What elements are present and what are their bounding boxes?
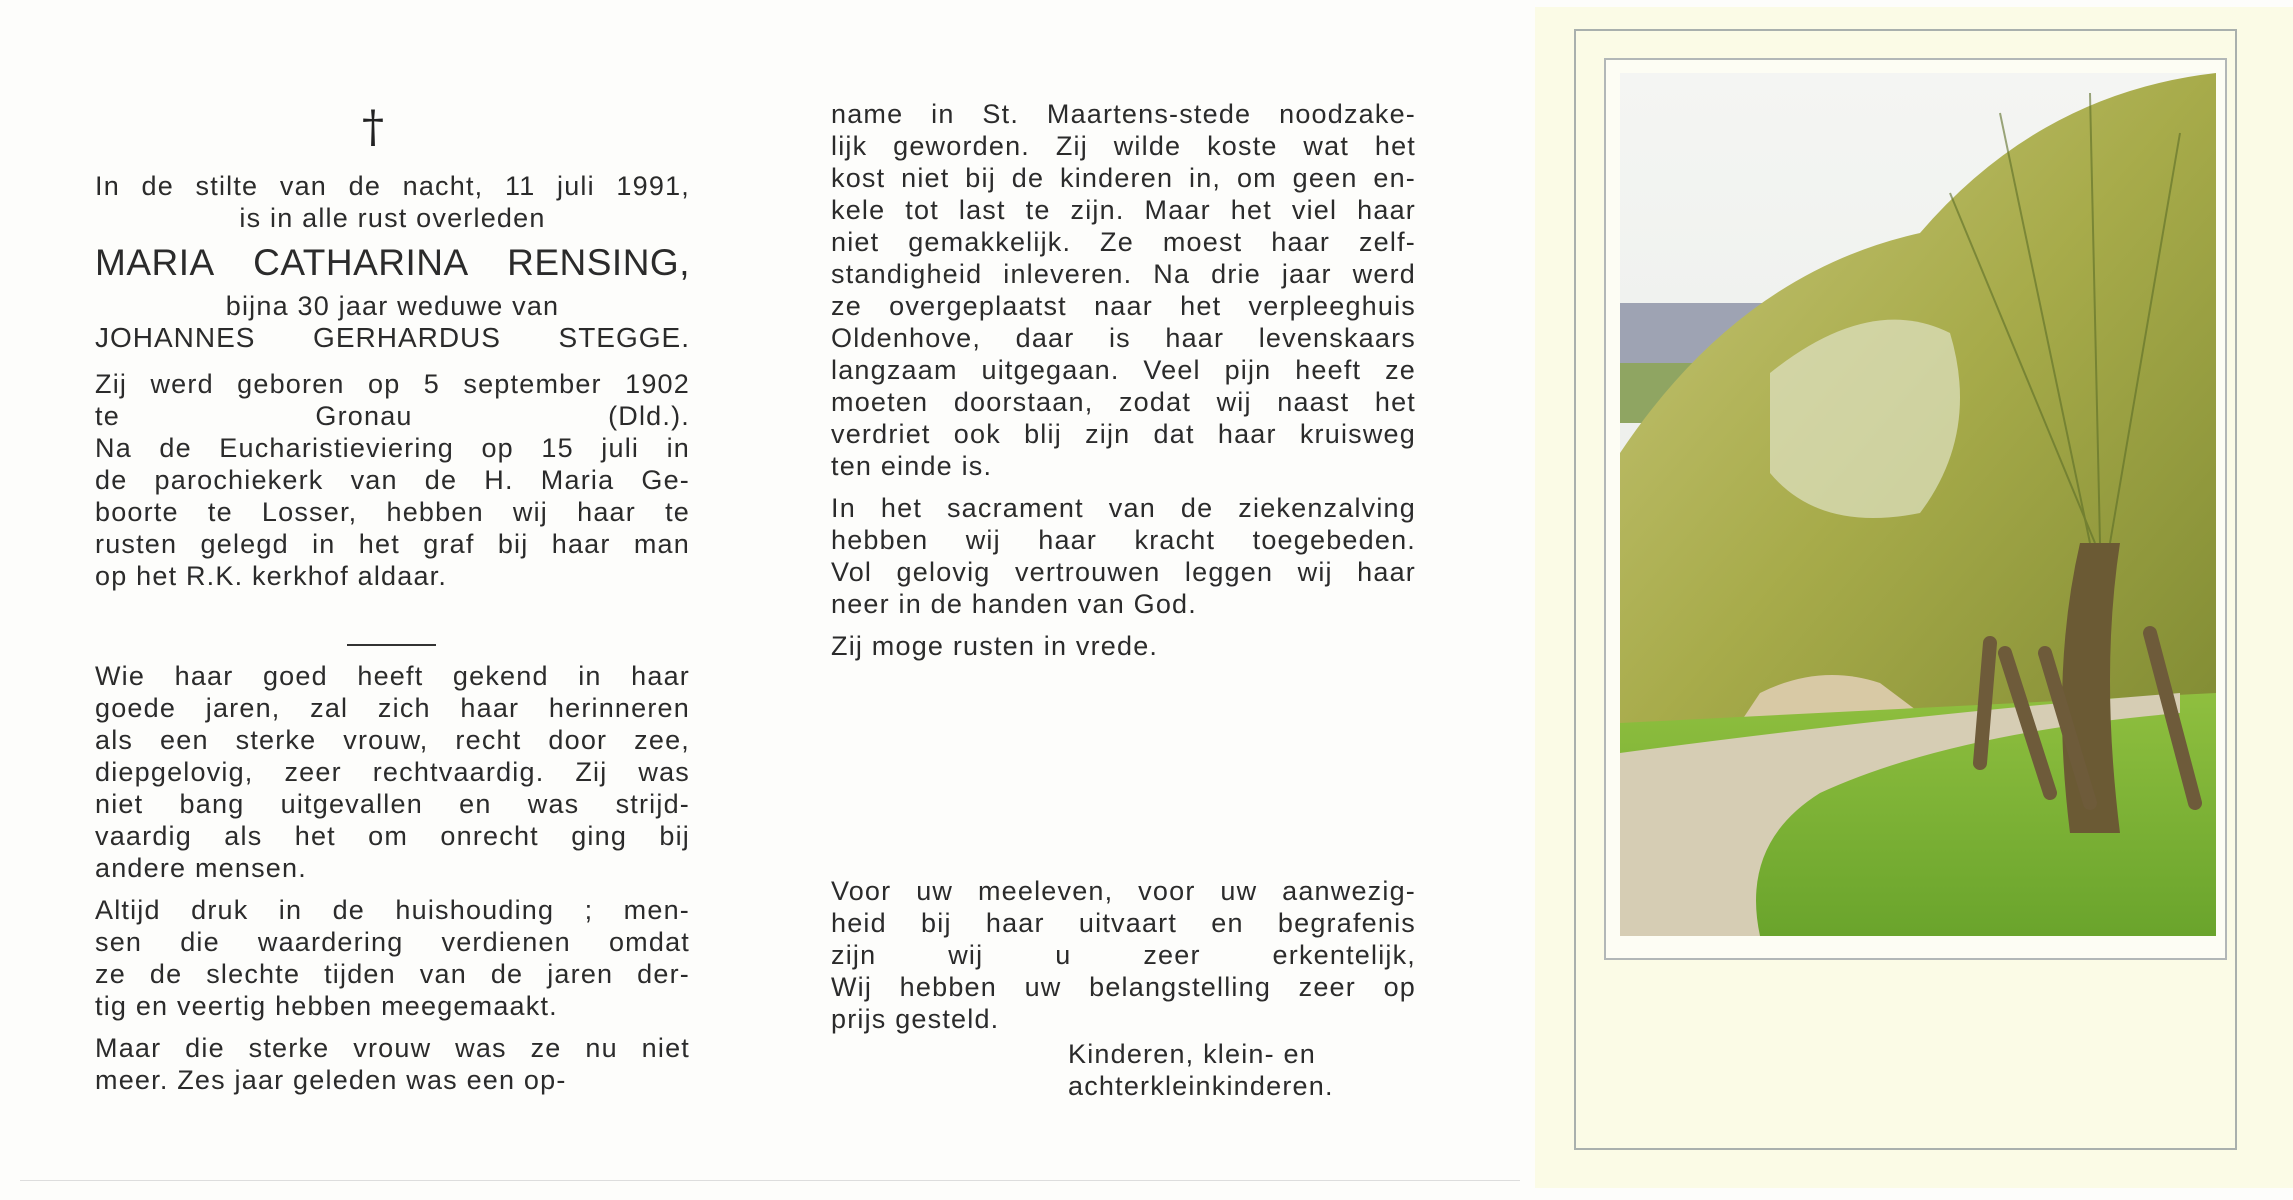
widow-line: bijna 30 jaar weduwe van bbox=[225, 291, 560, 321]
text-line: ze overgeplaatst naar het verpleeghuis bbox=[831, 291, 1416, 321]
paragraph bbox=[95, 660, 690, 884]
text-line: Zij werd geboren op 5 september 1902 bbox=[95, 369, 690, 399]
text-line: langzaam uitgegaan. Veel pijn heeft ze bbox=[831, 355, 1416, 385]
text-line: Voor uw meeleven, voor uw aanwezig- bbox=[831, 876, 1416, 906]
paragraph bbox=[95, 1032, 690, 1096]
death-announcement: In de stilte van de nacht, 11 juli 1991, bbox=[95, 171, 690, 201]
paragraph bbox=[1068, 1038, 1334, 1102]
text-line: kele tot last te zijn. Maar het viel haar bbox=[831, 195, 1416, 225]
text-line: lijk geworden. Zij wilde koste wat het bbox=[831, 131, 1416, 161]
left-page bbox=[95, 170, 690, 1106]
text-line: op het R.K. kerkhof aldaar. bbox=[95, 561, 448, 591]
text-line: name in St. Maartens-stede noodzake- bbox=[831, 99, 1416, 129]
death-announcement-2: is in alle rust overleden bbox=[239, 203, 546, 233]
deceased-name: MARIA CATHARINA RENSING, bbox=[95, 242, 690, 283]
text-line: kost niet bij de kinderen in, om geen en- bbox=[831, 163, 1416, 193]
page-fold-line bbox=[20, 1180, 1520, 1181]
signature bbox=[1068, 1038, 1334, 1112]
text-line: goede jaren, zal zich haar herinneren bbox=[95, 693, 690, 723]
thanks-paragraph bbox=[831, 875, 1416, 1045]
text-line: niet bang uitgevallen en was strijd- bbox=[95, 789, 690, 819]
text-line: tig en veertig hebben meegemaakt. bbox=[95, 991, 558, 1021]
text-line: te Gronau (Dld.). bbox=[95, 401, 690, 431]
cross-icon: † bbox=[362, 102, 384, 153]
paragraph bbox=[95, 894, 690, 1022]
text-line: de parochiekerk van de H. Maria Ge- bbox=[95, 465, 690, 495]
husband-name: JOHANNES GERHARDUS STEGGE. bbox=[95, 322, 690, 353]
text-line: Altijd druk in de huishouding ; men- bbox=[95, 895, 690, 925]
divider bbox=[347, 644, 436, 646]
text-line: boorte te Losser, hebben wij haar te bbox=[95, 497, 690, 527]
text-line: achterkleinkinderen. bbox=[1068, 1071, 1334, 1101]
text-line: vaardig als het om onrecht ging bij bbox=[95, 821, 690, 851]
middle-body bbox=[831, 98, 1416, 672]
text-line: prijs gesteld. bbox=[831, 1004, 1000, 1034]
left-body bbox=[95, 368, 690, 1096]
paragraph bbox=[831, 630, 1416, 662]
text-line: Wij hebben uw belangstelling zeer op bbox=[831, 972, 1416, 1002]
text-line: rusten gelegd in het graf bij haar man bbox=[95, 529, 690, 559]
text-line: zijn wij u zeer erkentelijk, bbox=[831, 940, 1416, 970]
text-line: Zij moge rusten in vrede. bbox=[831, 631, 1159, 661]
landscape-illustration bbox=[1620, 73, 2216, 936]
text-line: sen die waardering verdienen omdat bbox=[95, 927, 690, 957]
paragraph bbox=[831, 492, 1416, 620]
text-line: Maar die sterke vrouw was ze nu niet bbox=[95, 1033, 690, 1063]
text-line: andere mensen. bbox=[95, 853, 307, 883]
text-line: heid bij haar uitvaart en begrafenis bbox=[831, 908, 1416, 938]
text-line: Kinderen, klein- en bbox=[1068, 1039, 1316, 1069]
text-line: Na de Eucharistieviering op 15 juli in bbox=[95, 433, 690, 463]
landscape-photo bbox=[1620, 73, 2216, 936]
text-line: ten einde is. bbox=[831, 451, 993, 481]
text-line: hebben wij haar kracht toegebeden. bbox=[831, 525, 1416, 555]
text-line: Oldenhove, daar is haar levenskaars bbox=[831, 323, 1416, 353]
text-line: moeten doorstaan, zodat wij naast het bbox=[831, 387, 1416, 417]
text-line: Vol gelovig vertrouwen leggen wij haar bbox=[831, 557, 1416, 587]
photo-card bbox=[1535, 7, 2293, 1188]
paragraph bbox=[831, 875, 1416, 1035]
text-line: diepgelovig, zeer rechtvaardig. Zij was bbox=[95, 757, 690, 787]
text-line: niet gemakkelijk. Ze moest haar zelf- bbox=[831, 227, 1416, 257]
text-line: neer in de handen van God. bbox=[831, 589, 1197, 619]
text-line: meer. Zes jaar geleden was een op- bbox=[95, 1065, 567, 1095]
text-line: als een sterke vrouw, recht door zee, bbox=[95, 725, 690, 755]
text-line: verdriet ook blij zijn dat haar kruisweg bbox=[831, 419, 1416, 449]
text-line: Wie haar goed heeft gekend in haar bbox=[95, 661, 690, 691]
paragraph bbox=[95, 368, 690, 592]
text-line: standigheid inleveren. Na drie jaar werd bbox=[831, 259, 1416, 289]
text-line: ze de slechte tijden van de jaren der- bbox=[95, 959, 690, 989]
text-line: In het sacrament van de ziekenzalving bbox=[831, 493, 1416, 523]
paragraph bbox=[831, 98, 1416, 482]
